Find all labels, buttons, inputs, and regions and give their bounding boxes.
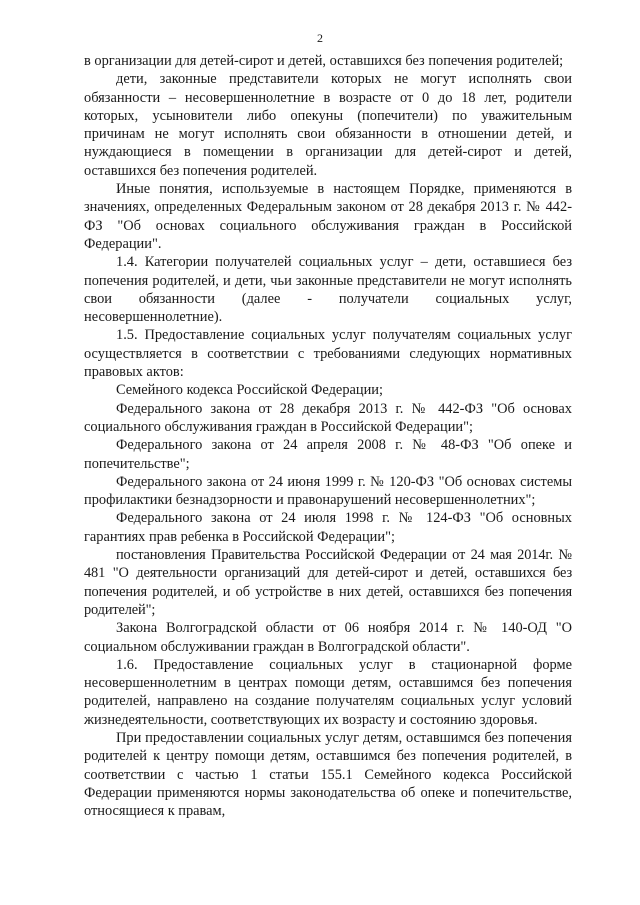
list-item-law-442: Федерального закона от 28 декабря 2013 г. № 442-ФЗ "Об основах социального обслуживания граждан в Российской Федерации"; (84, 400, 572, 435)
list-item-law-48: Федерального закона от 24 апреля 2008 г. № 48-ФЗ "Об опеке и попечительстве"; (84, 437, 572, 472)
list-item-resolution-481: постановления Правительства Российской Федерации от 24 мая 2014г. № 481 "О деятельности организаций для детей-сирот и детей, оставшихся без попечения родителей, и об устройстве в них детей, оставшихся без попечения родителей"; (84, 547, 572, 618)
list-item-law-120: Федерального закона от 24 июня 1999 г. № 120-ФЗ "Об основах системы профилактики безнадзорности и правонарушений несовершеннолетних"; (84, 473, 572, 509)
list-item-law-124: Федерального закона от 24 июля 1998 г. № 124-ФЗ "Об основных гарантиях прав ребенка в Российской Федерации"; (84, 510, 572, 545)
paragraph-1-4: 1.4. Категории получателей социальных услуг – дети, оставшиеся без попечения родителей, и дети, чьи законные представители не могут исполнять свои обязанности (далее - получатели социальных услуг, несовершеннолетние). (84, 254, 572, 326)
paragraph-1-5: 1.5. Предоставление социальных услуг получателям социальных услуг осуществляется в соответствии с требованиями следующих нормативных правовых актов: (84, 327, 572, 381)
document-body (84, 52, 572, 820)
paragraph-definition-children: дети, законные представители которых не могут исполнять свои обязанности – несовершеннолетние в возрасте от 0 до 18 лет, родители которых, усыновители либо опекуны (попечители) по уважительным причинам не могут исполнять свои обязанности в отношении детей, и нуждающиеся в помещении в организации для детей-сирот и детей, оставшихся без попечения родителей. (84, 71, 572, 179)
paragraph-continuation: в организации для детей-сирот и детей, оставшихся без попечения родителей; (84, 53, 564, 69)
paragraph-guardianship-norms: При предоставлении социальных услуг детям, оставшимся без попечения родителей к центру помощи детям, оставшимся без попечения родителей, в соответствии с частью 1 статьи 155.1 Семейного кодекса Российской Федерации применяются нормы законодательства об опеке и попечительстве, относящиеся к правам, (84, 729, 572, 820)
paragraph-other-concepts: Иные понятия, используемые в настоящем Порядке, применяются в значениях, определенных Федеральным законом от 28 декабря 2013 г. № 442-ФЗ "Об основах социального обслуживания граждан в Российской Федерации". (84, 181, 572, 252)
page-number: 2 (317, 31, 323, 45)
list-item-family-code: Семейного кодекса Российской Федерации; (116, 382, 383, 399)
list-item-regional-law-140: Закона Волгоградской области от 06 ноября 2014 г. № 140-ОД "О социальном обслуживании граждан в Волгоградской области". (84, 620, 572, 655)
paragraph-1-6: 1.6. Предоставление социальных услуг в стационарной форме несовершеннолетним в центрах помощи детям, оставшимся без попечения родителей, направлено на создание получателям социальных услуг условий жизнедеятельности, соответствующих их возрасту и состоянию здоровья. (84, 656, 572, 728)
